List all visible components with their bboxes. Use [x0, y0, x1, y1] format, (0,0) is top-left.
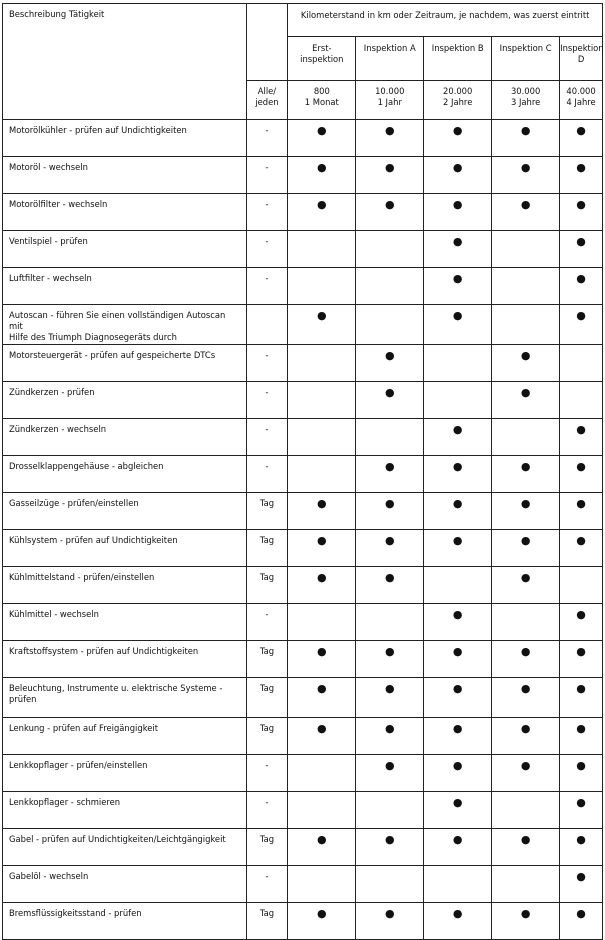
schedule-mark: ●: [288, 493, 356, 530]
table-row: [3, 345, 603, 382]
task-description-line: Bremsflüssigkeitsstand - prüfen: [9, 908, 142, 918]
schedule-mark: ●: [288, 718, 356, 755]
table-row: [3, 718, 603, 755]
schedule-mark: ●: [492, 718, 560, 755]
schedule-mark: ●: [492, 755, 560, 792]
schedule-mark: ●: [560, 493, 603, 530]
task-description-line: Kraftstoffsystem - prüfen auf Undichtigkeiten: [9, 646, 199, 656]
schedule-mark: ●: [424, 120, 492, 157]
schedule-mark: ●: [356, 493, 424, 530]
schedule-mark: ●: [424, 678, 492, 718]
task-description: [3, 866, 247, 903]
table-row: [3, 567, 603, 604]
schedule-mark: ●: [288, 194, 356, 231]
schedule-mark: ●: [492, 530, 560, 567]
schedule-mark: [288, 231, 356, 268]
task-description-line: Lenkkopflager - prüfen/einstellen: [9, 760, 148, 770]
schedule-mark: [288, 604, 356, 641]
km-interval-title: Kilometerstand in km oder Zeitraum, je nachdem, was zuerst eintritt: [288, 4, 603, 37]
schedule-mark: ●: [424, 718, 492, 755]
interval-value: -: [246, 604, 288, 641]
interval-value: -: [246, 157, 288, 194]
schedule-mark: [492, 231, 560, 268]
schedule-mark: ●: [424, 792, 492, 829]
schedule-mark: [288, 456, 356, 493]
schedule-mark: ●: [424, 231, 492, 268]
schedule-mark: ●: [560, 903, 603, 940]
task-description-line: Motoröl - wechseln: [9, 162, 88, 172]
schedule-mark: ●: [424, 755, 492, 792]
table-row: [3, 493, 603, 530]
schedule-mark: ●: [560, 305, 603, 345]
schedule-mark: ●: [492, 345, 560, 382]
schedule-mark: ●: [424, 268, 492, 305]
interval-value: -: [246, 231, 288, 268]
schedule-mark: ●: [492, 120, 560, 157]
schedule-mark: [288, 345, 356, 382]
schedule-mark: ●: [492, 567, 560, 604]
schedule-mark: [492, 792, 560, 829]
schedule-mark: ●: [288, 120, 356, 157]
table-row: [3, 120, 603, 157]
schedule-mark: ●: [356, 157, 424, 194]
schedule-mark: ●: [356, 382, 424, 419]
interval-value: -: [246, 194, 288, 231]
schedule-mark: [288, 419, 356, 456]
table-row: [3, 903, 603, 940]
schedule-mark: ●: [356, 641, 424, 678]
schedule-mark: ●: [560, 157, 603, 194]
schedule-mark: ●: [424, 530, 492, 567]
col-header-inspektion-c: Inspektion C: [492, 37, 560, 81]
schedule-mark: ●: [560, 604, 603, 641]
task-description: [3, 157, 247, 194]
schedule-mark: [288, 268, 356, 305]
task-description: [3, 194, 247, 231]
schedule-mark: [356, 231, 424, 268]
schedule-mark: ●: [492, 829, 560, 866]
interval-value: -: [246, 268, 288, 305]
table-row: [3, 829, 603, 866]
schedule-mark: ●: [492, 903, 560, 940]
col-header-erstinspektion: Erst- inspektion: [288, 37, 356, 81]
schedule-mark: ●: [424, 194, 492, 231]
schedule-mark: ●: [288, 530, 356, 567]
schedule-mark: ●: [288, 305, 356, 345]
task-description: [3, 567, 247, 604]
task-description: [3, 641, 247, 678]
schedule-mark: ●: [492, 493, 560, 530]
col-header-inspektion-a: Inspektion A: [356, 37, 424, 81]
interval-value: Tag: [246, 641, 288, 678]
schedule-mark: ●: [560, 792, 603, 829]
km-time-inspektion-a: 10.000 1 Jahr: [356, 81, 424, 120]
interval-value: Tag: [246, 567, 288, 604]
schedule-mark: ●: [560, 718, 603, 755]
task-description-line: Kühlmittelstand - prüfen/einstellen: [9, 572, 155, 582]
interval-column-header: Alle/ jeden: [246, 81, 288, 120]
schedule-mark: [424, 567, 492, 604]
task-description-line: Gasseilzüge - prüfen/einstellen: [9, 498, 139, 508]
task-description: [3, 755, 247, 792]
task-description: [3, 419, 247, 456]
interval-value: -: [246, 345, 288, 382]
schedule-mark: ●: [560, 530, 603, 567]
interval-value: -: [246, 382, 288, 419]
schedule-mark: [356, 604, 424, 641]
task-description: [3, 829, 247, 866]
table-row: [3, 419, 603, 456]
task-description-line: Kühlsystem - prüfen auf Undichtigkeiten: [9, 535, 178, 545]
table-row: [3, 268, 603, 305]
schedule-mark: ●: [492, 194, 560, 231]
km-time-erstinspektion: 800 1 Monat: [288, 81, 356, 120]
interval-header-blank: [246, 4, 288, 81]
schedule-mark: ●: [288, 641, 356, 678]
schedule-mark: ●: [560, 678, 603, 718]
interval-value: -: [246, 419, 288, 456]
schedule-mark: ●: [560, 456, 603, 493]
schedule-mark: [356, 268, 424, 305]
table-row: [3, 231, 603, 268]
task-description-line: Kühlmittel - wechseln: [9, 609, 99, 619]
task-description-line: Motorölfilter - wechseln: [9, 199, 108, 209]
interval-value: Tag: [246, 829, 288, 866]
interval-value: -: [246, 755, 288, 792]
schedule-mark: ●: [288, 678, 356, 718]
schedule-mark: [288, 755, 356, 792]
schedule-mark: [356, 866, 424, 903]
table-row: [3, 755, 603, 792]
interval-value: -: [246, 792, 288, 829]
schedule-mark: [288, 382, 356, 419]
schedule-mark: ●: [356, 345, 424, 382]
interval-value: -: [246, 120, 288, 157]
col-header-inspektion-b: Inspektion B: [424, 37, 492, 81]
schedule-mark: ●: [560, 829, 603, 866]
task-description: [3, 456, 247, 493]
schedule-mark: [424, 345, 492, 382]
schedule-mark: ●: [288, 903, 356, 940]
schedule-mark: ●: [288, 567, 356, 604]
km-time-inspektion-c: 30.000 3 Jahre: [492, 81, 560, 120]
schedule-mark: ●: [424, 604, 492, 641]
task-description: [3, 530, 247, 567]
task-description: [3, 678, 247, 718]
schedule-mark: ●: [424, 641, 492, 678]
interval-value: Tag: [246, 718, 288, 755]
schedule-mark: ●: [424, 419, 492, 456]
task-description-line: Motorsteuergerät - prüfen auf gespeicherte DTCs: [9, 350, 216, 360]
schedule-mark: [356, 792, 424, 829]
interval-value: -: [246, 456, 288, 493]
schedule-mark: ●: [492, 456, 560, 493]
schedule-mark: ●: [356, 829, 424, 866]
schedule-mark: [492, 305, 560, 345]
task-description-line: Luftfilter - wechseln: [9, 273, 92, 283]
task-description: [3, 903, 247, 940]
schedule-mark: ●: [492, 382, 560, 419]
task-description-line: Zündkerzen - prüfen: [9, 387, 95, 397]
table-row: [3, 382, 603, 419]
interval-value: Tag: [246, 493, 288, 530]
schedule-mark: ●: [560, 120, 603, 157]
schedule-mark: [288, 866, 356, 903]
task-description: [3, 718, 247, 755]
schedule-mark: ●: [424, 903, 492, 940]
schedule-mark: [492, 419, 560, 456]
schedule-mark: ●: [356, 120, 424, 157]
table-row: [3, 792, 603, 829]
interval-value: Tag: [246, 530, 288, 567]
schedule-mark: ●: [424, 305, 492, 345]
schedule-mark: ●: [560, 641, 603, 678]
schedule-mark: ●: [288, 829, 356, 866]
table-row: [3, 678, 603, 718]
task-description: [3, 792, 247, 829]
schedule-mark: ●: [356, 903, 424, 940]
schedule-mark: ●: [492, 641, 560, 678]
task-description-line: Autoscan - führen Sie einen vollständigen Autoscan mit: [9, 310, 226, 331]
task-description: [3, 382, 247, 419]
task-description: [3, 345, 247, 382]
task-description-line: Motorölkühler - prüfen auf Undichtigkeiten: [9, 125, 187, 135]
interval-value: [246, 305, 288, 345]
schedule-mark: ●: [492, 678, 560, 718]
schedule-mark: ●: [424, 829, 492, 866]
task-description-line: Gabelöl - wechseln: [9, 871, 89, 881]
schedule-mark: [356, 419, 424, 456]
task-description: [3, 268, 247, 305]
schedule-mark: ●: [560, 194, 603, 231]
task-description: [3, 604, 247, 641]
schedule-mark: [356, 305, 424, 345]
schedule-mark: ●: [560, 419, 603, 456]
schedule-mark: [560, 567, 603, 604]
schedule-mark: ●: [356, 194, 424, 231]
schedule-mark: ●: [356, 567, 424, 604]
schedule-mark: ●: [356, 530, 424, 567]
km-time-inspektion-d: 40.000 4 Jahre: [560, 81, 603, 120]
schedule-mark: ●: [424, 493, 492, 530]
km-time-inspektion-b: 20.000 2 Jahre: [424, 81, 492, 120]
schedule-mark: ●: [560, 755, 603, 792]
schedule-mark: ●: [356, 718, 424, 755]
task-description-line: Ventilspiel - prüfen: [9, 236, 88, 246]
schedule-mark: ●: [356, 755, 424, 792]
schedule-mark: [560, 345, 603, 382]
schedule-mark: [492, 268, 560, 305]
schedule-mark: [560, 382, 603, 419]
schedule-mark: [424, 382, 492, 419]
interval-value: -: [246, 866, 288, 903]
schedule-mark: ●: [356, 456, 424, 493]
schedule-mark: ●: [492, 157, 560, 194]
schedule-mark: ●: [356, 678, 424, 718]
task-description-line: Lenkkopflager - schmieren: [9, 797, 121, 807]
task-description-line: prüfen: [9, 694, 37, 704]
schedule-mark: [492, 866, 560, 903]
table-row: [3, 530, 603, 567]
task-description-line: Hilfe des Triumph Diagnosegeräts durch: [9, 332, 177, 342]
task-description: [3, 231, 247, 268]
table-row: [3, 305, 603, 345]
schedule-mark: ●: [560, 866, 603, 903]
description-column-header: Beschreibung Tätigkeit: [3, 4, 247, 120]
table-row: [3, 641, 603, 678]
interval-value: Tag: [246, 678, 288, 718]
task-description-line: Zündkerzen - wechseln: [9, 424, 107, 434]
task-description-line: Gabel - prüfen auf Undichtigkeiten/Leichtgängigkeit: [9, 834, 226, 844]
task-description-line: Drosselklappengehäuse - abgleichen: [9, 461, 164, 471]
task-description: [3, 120, 247, 157]
task-description: [3, 305, 247, 345]
schedule-mark: [424, 866, 492, 903]
schedule-mark: ●: [424, 157, 492, 194]
col-header-inspektion-d: Inspektion D: [560, 37, 603, 81]
table-row: [3, 456, 603, 493]
table-row: [3, 866, 603, 903]
interval-value: Tag: [246, 903, 288, 940]
schedule-mark: ●: [560, 231, 603, 268]
table-row: [3, 194, 603, 231]
schedule-mark: ●: [288, 157, 356, 194]
maintenance-schedule-table: [2, 3, 603, 940]
schedule-mark: ●: [560, 268, 603, 305]
schedule-mark: [492, 604, 560, 641]
table-row: [3, 604, 603, 641]
task-description-line: Beleuchtung, Instrumente u. elektrische Systeme -: [9, 683, 223, 693]
task-description: [3, 493, 247, 530]
table-row: [3, 157, 603, 194]
task-description-line: Lenkung - prüfen auf Freigängigkeit: [9, 723, 159, 733]
schedule-mark: ●: [424, 456, 492, 493]
schedule-mark: [288, 792, 356, 829]
